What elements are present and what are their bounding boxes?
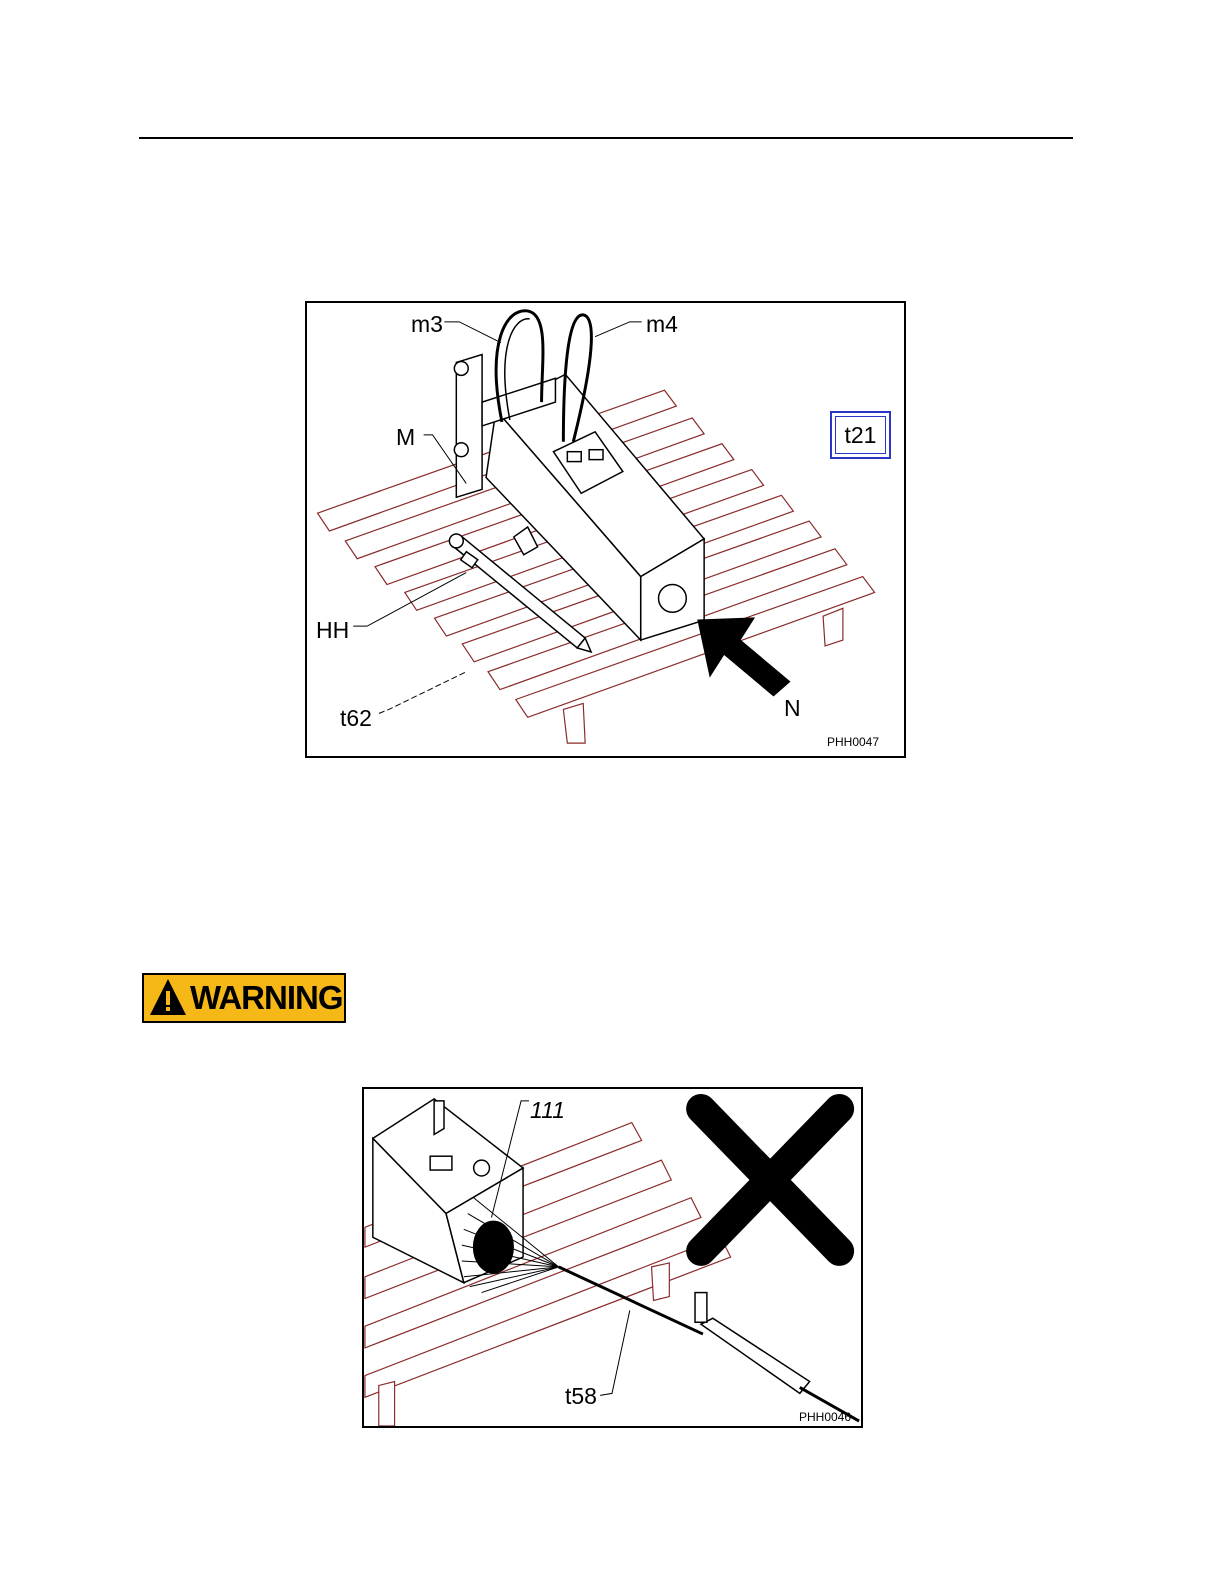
- label-HH: HH: [316, 617, 350, 643]
- label-t58: t58: [565, 1383, 597, 1409]
- header-rule: [139, 137, 1073, 139]
- figure-pressure-washing-prohibited: [362, 1087, 863, 1428]
- warning-banner: [142, 973, 346, 1023]
- label-t21: t21: [835, 416, 886, 454]
- label-t62: t62: [340, 705, 372, 731]
- figure-code: PHH0047: [827, 735, 880, 749]
- warning-label: WARNING: [190, 979, 343, 1016]
- label-111: 111: [530, 1097, 565, 1123]
- figure-code: PHH0046: [799, 1410, 852, 1424]
- breaker-pallet-illustration: [307, 303, 904, 756]
- callout-box-t21: [830, 411, 891, 459]
- label-m3: m3: [411, 311, 443, 337]
- warning-triangle-icon: [148, 975, 188, 1021]
- label-m4: m4: [646, 311, 678, 337]
- prohibited-x-icon: [701, 1109, 839, 1251]
- label-M: M: [396, 424, 416, 450]
- label-N: N: [784, 695, 801, 721]
- pressure-wash-illustration: [364, 1089, 861, 1426]
- figure-breaker-on-pallet: [305, 301, 906, 758]
